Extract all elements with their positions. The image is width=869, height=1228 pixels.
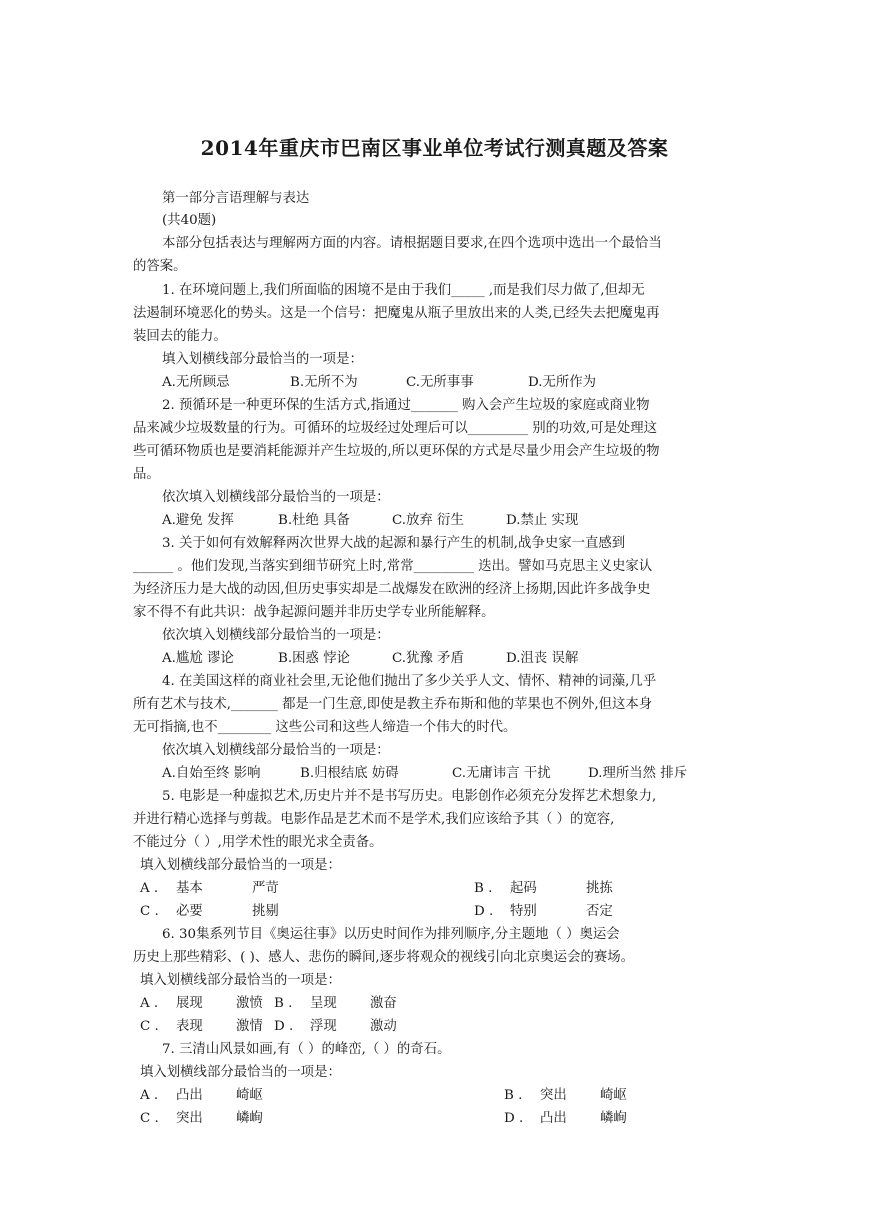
q1-option-b: B.无所不为	[290, 375, 358, 390]
section-description: 本部分包括表达与理解两方面的内容。请根据题目要求,在四个选项中选出一个最恰当	[162, 236, 662, 251]
q3-stem-cont: 为经济压力是大战的动因,但历史事实却是二战爆发在欧洲的经济上扬期,因此许多战争史	[133, 582, 651, 597]
q3-option-c: C.犹豫 矛盾	[392, 651, 464, 666]
q5-option-a-word1: 基本	[176, 881, 203, 896]
q5-option-b-letter: B .	[474, 881, 493, 896]
q6-stem-cont: 历史上那些精彩、( )、感人、悲伤的瞬间,逐步将观众的视线引向北京奥运会的赛场。	[133, 950, 635, 965]
q6-option-b-word1: 呈现	[310, 996, 337, 1011]
q7-stem: 7. 三清山风景如画,有（ ）的峰峦,（ ）的奇石。	[162, 1042, 451, 1057]
q6-option-a-letter: A .	[140, 996, 159, 1011]
q2-stem-cont: 品来减少垃圾数量的行为。可循环的垃圾经过处理后可以_________ 别的功效,可是处理这	[133, 421, 658, 436]
q2-stem-cont: 品。	[133, 467, 160, 482]
q5-option-d-letter: D .	[474, 904, 494, 919]
q7-option-b-word1: 突出	[540, 1088, 567, 1103]
q1-option-c: C.无所事事	[406, 375, 474, 390]
q2-stem: 2. 预循环是一种更环保的生活方式,指通过_______ 购入会产生垃圾的家庭或商业物	[162, 398, 650, 413]
q1-stem-cont: 装回去的能力。	[133, 329, 227, 344]
q2-option-b: B.杜绝 具备	[278, 513, 350, 528]
section-description-cont: 的答案。	[133, 259, 187, 274]
section-heading: 第一部分言语理解与表达	[162, 191, 310, 206]
q6-option-c-letter: C .	[140, 1019, 159, 1034]
q5-option-c-word2: 挑剔	[252, 904, 279, 919]
q7-option-a-letter: A .	[140, 1088, 159, 1103]
q6-option-d-word1: 浮现	[310, 1019, 337, 1034]
q6-prompt: 填入划横线部分最恰当的一项是：	[140, 973, 341, 988]
q1-stem-cont: 法遏制环境恶化的势头。这是一个信号：把魔鬼从瓶子里放出来的人类,已经失去把魔鬼再	[133, 306, 660, 321]
q5-stem: 5. 电影是一种虚拟艺术,历史片并不是书写历史。电影创作必须充分发挥艺术想象力,	[162, 789, 657, 804]
q7-option-b-letter: B .	[504, 1088, 523, 1103]
q7-option-a-word2: 崎岖	[236, 1088, 263, 1103]
q2-option-d: D.禁止 实现	[506, 513, 579, 528]
q6-option-c-word1: 表现	[176, 1019, 203, 1034]
q6-option-b-word2: 激奋	[370, 996, 397, 1011]
q5-option-d-word1: 特别	[510, 904, 537, 919]
q4-option-c: C.无庸讳言 干扰	[452, 766, 551, 781]
q7-option-a-word1: 凸出	[176, 1088, 203, 1103]
q2-option-a: A.避免 发挥	[162, 513, 234, 528]
q5-stem-cont: 不能过分（ ）,用学术性的眼光求全责备。	[133, 835, 383, 850]
q2-stem-cont: 些可循环物质也是要消耗能源并产生垃圾的,所以更环保的方式是尽量少用会产生垃圾的物	[133, 444, 660, 459]
q4-option-b: B.归根结底 妨碍	[300, 766, 399, 781]
q7-option-c-word2: 嶙峋	[236, 1111, 263, 1126]
q4-stem-cont: 无可指摘,也不________ 这些公司和这些人缔造一个伟大的时代。	[133, 720, 517, 735]
q6-stem: 6. 30集系列节目《奥运往事》以历史时间作为排列顺序,分主题地（ ）奥运会	[162, 927, 620, 942]
q5-option-c-letter: C .	[140, 904, 159, 919]
q7-option-d-letter: D .	[504, 1111, 524, 1126]
q6-option-d-letter: D .	[274, 1019, 294, 1034]
question-count: (共40题)	[162, 213, 217, 228]
q5-option-c-word1: 必要	[176, 904, 203, 919]
q3-stem-cont: ______ 。他们发现,当落实到细节研究上时,常常_________ 迭出。譬如马克思主义史家认	[133, 559, 653, 574]
q5-option-a-word2: 严苛	[252, 881, 279, 896]
q2-prompt: 依次填入划横线部分最恰当的一项是：	[162, 490, 390, 505]
q3-stem: 3. 关于如何有效解释两次世界大战的起源和暴行产生的机制,战争史家一直感到	[162, 536, 626, 551]
q6-option-a-word2: 激愤	[236, 996, 263, 1011]
q4-prompt: 依次填入划横线部分最恰当的一项是：	[162, 743, 390, 758]
q5-option-a-letter: A .	[140, 881, 159, 896]
q6-option-c-word2: 激情	[236, 1019, 263, 1034]
q3-stem-cont: 家不得不有此共识：战争起源问题并非历史学专业所能解释。	[133, 605, 495, 620]
q4-option-d: D.理所当然 排斥	[588, 766, 688, 781]
q5-prompt: 填入划横线部分最恰当的一项是：	[140, 858, 341, 873]
q6-option-d-word2: 激动	[370, 1019, 397, 1034]
q3-option-b: B.困惑 悖论	[278, 651, 350, 666]
q4-stem-cont: 所有艺术与技术,_______ 都是一门生意,即使是教主乔布斯和他的苹果也不例外,但这本身	[133, 697, 653, 712]
q1-stem: 1. 在环境问题上,我们所面临的困境不是由于我们_____ ,而是我们尽力做了,但却无	[162, 283, 645, 298]
q5-option-b-word1: 起码	[510, 881, 537, 896]
q7-option-b-word2: 崎岖	[600, 1088, 627, 1103]
q7-option-d-word1: 凸出	[540, 1111, 567, 1126]
q3-prompt: 依次填入划横线部分最恰当的一项是：	[162, 628, 390, 643]
q4-stem: 4. 在美国这样的商业社会里,无论他们抛出了多少关乎人文、情怀、精神的词藻,几乎	[162, 674, 657, 689]
q5-option-d-word2: 否定	[586, 904, 613, 919]
q1-option-a: A.无所顾忌	[162, 375, 230, 390]
q6-option-b-letter: B .	[274, 996, 293, 1011]
q2-option-c: C.放弃 衍生	[392, 513, 464, 528]
q5-option-b-word2: 挑拣	[586, 881, 613, 896]
q6-option-a-word1: 展现	[176, 996, 203, 1011]
q1-option-d: D.无所作为	[528, 375, 597, 390]
q3-option-a: A.尴尬 谬论	[162, 651, 234, 666]
document-title: 2014年重庆市巴南区事业单位考试行测真题及答案	[200, 136, 669, 160]
q7-option-c-letter: C .	[140, 1111, 159, 1126]
q5-stem-cont: 并进行精心选择与剪裁。电影作品是艺术而不是学术,我们应该给予其（ ）的宽容,	[133, 812, 615, 827]
q3-option-d: D.沮丧 误解	[506, 651, 579, 666]
q7-prompt: 填入划横线部分最恰当的一项是：	[140, 1065, 341, 1080]
q7-option-c-word1: 突出	[176, 1111, 203, 1126]
q1-prompt: 填入划横线部分最恰当的一项是：	[162, 352, 363, 367]
q4-option-a: A.自始至终 影响	[162, 766, 261, 781]
q7-option-d-word2: 嶙峋	[600, 1111, 627, 1126]
